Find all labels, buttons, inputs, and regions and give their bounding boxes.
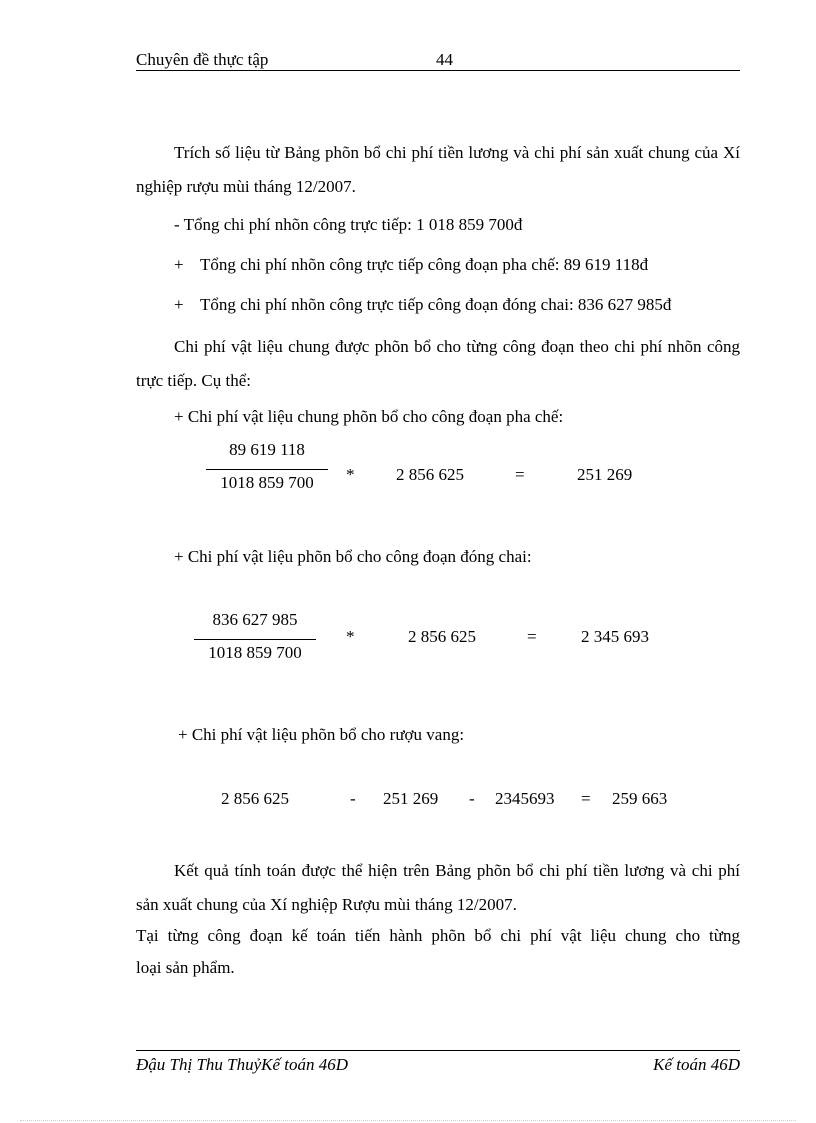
wine-minus-2: - <box>469 789 475 808</box>
wine-bottling-value: 2345693 <box>495 789 555 808</box>
wine-total: 2 856 625 <box>221 789 289 808</box>
conclusion-line-1: Tại từng công đoạn kế toán tiến hành phõn bổ chi phí vật liệu chung cho từng <box>136 926 740 945</box>
bottling-factor: 2 856 625 <box>408 627 476 646</box>
bottling-denominator: 1018 859 700 <box>208 643 302 662</box>
conclusion-paragraph: Kết quả tính toán được thể hiện trên Bảng phõn bổ chi phí tiền lương và chi phí sản xuất chung của Xí nghiệp Rượu mùi tháng 12/2007. <box>136 861 740 914</box>
intro-paragraph: Trích số liệu từ Bảng phõn bổ chi phí tiền lương và chi phí sản xuất chung của Xí nghiệp rượu mùi tháng 12/2007. <box>136 143 740 196</box>
mixing-calc-label: + Chi phí vật liệu chung phõn bổ cho công đoạn pha chế: <box>174 407 564 426</box>
mixing-factor: 2 856 625 <box>396 465 464 484</box>
header-title: Chuyên đề thực tập <box>136 50 269 69</box>
wine-result: 259 663 <box>612 789 668 808</box>
page-number: 44 <box>436 50 453 69</box>
footer-author: Đậu Thị Thu ThuỷKế toán 46D <box>136 1055 349 1074</box>
mixing-denominator: 1018 859 700 <box>220 473 314 492</box>
mixing-fraction-bar <box>206 469 328 470</box>
allocation-intro: Chi phí vật liệu chung được phõn bổ cho từng công đoạn theo chi phí nhõn công trực tiếp. Cụ thể: <box>136 337 740 390</box>
bottling-times: * <box>346 627 355 646</box>
mixing-labor-cost: Tổng chi phí nhõn công trực tiếp công đoạn pha chế: 89 619 118đ <box>200 255 649 274</box>
mixing-equals: = <box>515 465 525 484</box>
bottling-result: 2 345 693 <box>581 627 649 646</box>
total-labor-cost: - Tổng chi phí nhõn công trực tiếp: 1 018 859 700đ <box>174 215 523 234</box>
wine-mixing-value: 251 269 <box>383 789 439 808</box>
bottling-numerator: 836 627 985 <box>212 610 298 629</box>
mixing-result: 251 269 <box>577 465 633 484</box>
bottling-calc-label: + Chi phí vật liệu phõn bổ cho công đoạn đóng chai: <box>174 547 532 566</box>
bottling-fraction-bar <box>194 639 316 640</box>
mixing-times: * <box>346 465 355 484</box>
bottling-plus-sign: + <box>174 295 184 314</box>
wine-equals: = <box>581 789 591 808</box>
conclusion-line-2: loại sản phẩm. <box>136 958 235 977</box>
bottling-labor-cost: Tổng chi phí nhõn công trực tiếp công đoạn đóng chai: 836 627 985đ <box>200 295 672 314</box>
mixing-plus-sign: + <box>174 255 184 274</box>
wine-minus-1: - <box>350 789 356 808</box>
header-rule <box>136 70 740 71</box>
page-bottom-border <box>20 1120 796 1121</box>
mixing-numerator: 89 619 118 <box>229 440 305 459</box>
bottling-equals: = <box>527 627 537 646</box>
wine-calc-label: + Chi phí vật liệu phõn bổ cho rượu vang: <box>178 725 465 744</box>
footer-department: Kế toán 46D <box>653 1055 740 1074</box>
footer-rule <box>136 1050 740 1051</box>
